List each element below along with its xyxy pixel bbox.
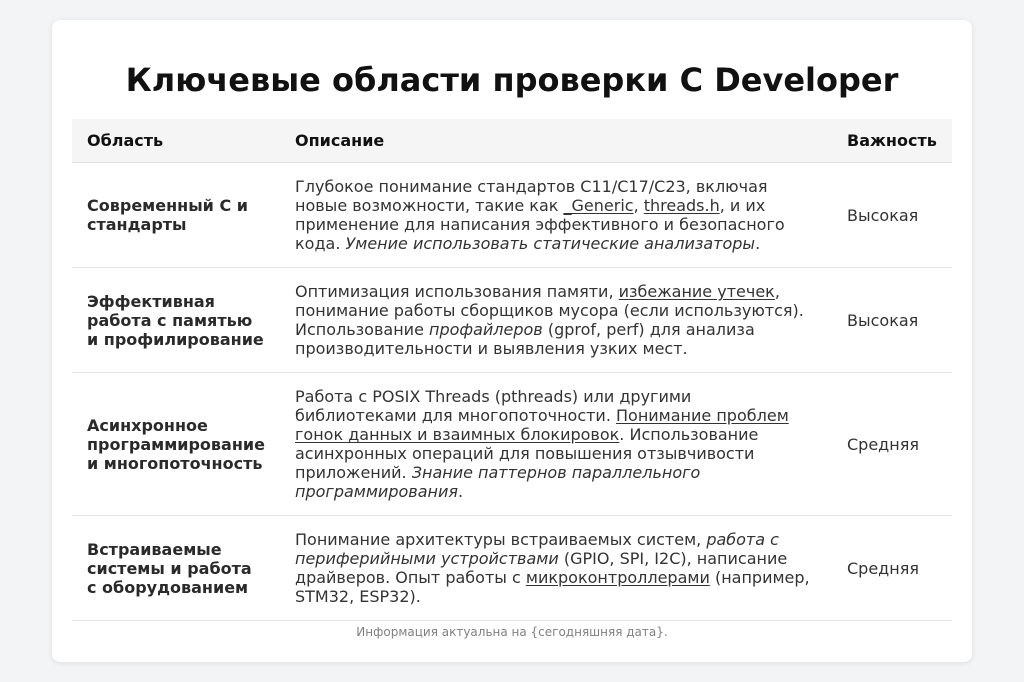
importance-cell: Средняя: [832, 516, 952, 621]
description-text: ,: [633, 196, 644, 215]
description-text: . Использование асинхронных операций для повышения отзывчивости приложений.: [295, 425, 759, 482]
description-text: Глубокое понимание стандартов C11/C17/C23, включая новые возможности, такие как: [295, 177, 768, 215]
description-text: , понимание работы сборщиков мусора (если используются). Использование: [295, 282, 804, 339]
table-row: [72, 268, 952, 373]
emphasized-text: Знание паттернов параллельного программирования: [295, 463, 701, 501]
importance-cell: Высокая: [832, 268, 952, 373]
underlined-term: _Generic: [563, 196, 634, 215]
header-importance: Важность: [832, 119, 952, 163]
description-text: (gprof, perf) для анализа производительности и выявления узких мест.: [295, 320, 755, 358]
area-cell: Асинхронное программирование и многопоточность: [72, 373, 280, 516]
page-title: Ключевые области проверки C Developer: [125, 61, 899, 99]
description-cell: [280, 373, 832, 516]
description-cell: [280, 163, 832, 268]
description-text: (например, STM32, ESP32).: [295, 568, 810, 606]
description-cell: [280, 516, 832, 621]
description-text: Работа с POSIX Threads (pthreads) или другими библиотеками для многопоточности.: [295, 387, 692, 425]
content-card: [52, 20, 972, 662]
footer-note: Информация актуальна на {сегодняшняя дата}.: [356, 625, 668, 639]
emphasized-text: Умение использовать статические анализаторы: [345, 234, 756, 253]
table-row: [72, 516, 952, 621]
table-header-row: [72, 119, 952, 163]
emphasized-text: профайлеров: [429, 320, 543, 339]
area-cell: Эффективная работа с памятью и профилирование: [72, 268, 280, 373]
importance-cell: Средняя: [832, 373, 952, 516]
description-text: .: [755, 234, 761, 253]
area-cell: Современный C и стандарты: [72, 163, 280, 268]
description-cell: [280, 268, 832, 373]
underlined-term: избежание утечек: [618, 282, 775, 301]
header-description: Описание: [280, 119, 832, 163]
underlined-term: threads.h: [643, 196, 720, 215]
importance-cell: Высокая: [832, 163, 952, 268]
table-row: [72, 373, 952, 516]
description-text: Понимание архитектуры встраиваемых систем,: [295, 530, 707, 549]
underlined-term: Понимание проблем гонок данных и взаимных блокировок: [295, 406, 789, 444]
emphasized-text: работа с периферийными устройствами: [295, 530, 779, 568]
description-text: .: [457, 482, 464, 501]
description-text: (GPIO, SPI, I2C), написание драйверов. Опыт работы с: [295, 549, 788, 587]
description-text: Оптимизация использования памяти,: [295, 282, 619, 301]
underlined-term: микроконтроллерами: [525, 568, 710, 587]
review-areas-table: [72, 119, 952, 621]
header-area: Область: [72, 119, 280, 163]
table-row: [72, 163, 952, 268]
description-text: , и их применение для написания эффективного и безопасного кода.: [295, 196, 785, 253]
area-cell: Встраиваемые системы и работа с оборудованием: [72, 516, 280, 621]
